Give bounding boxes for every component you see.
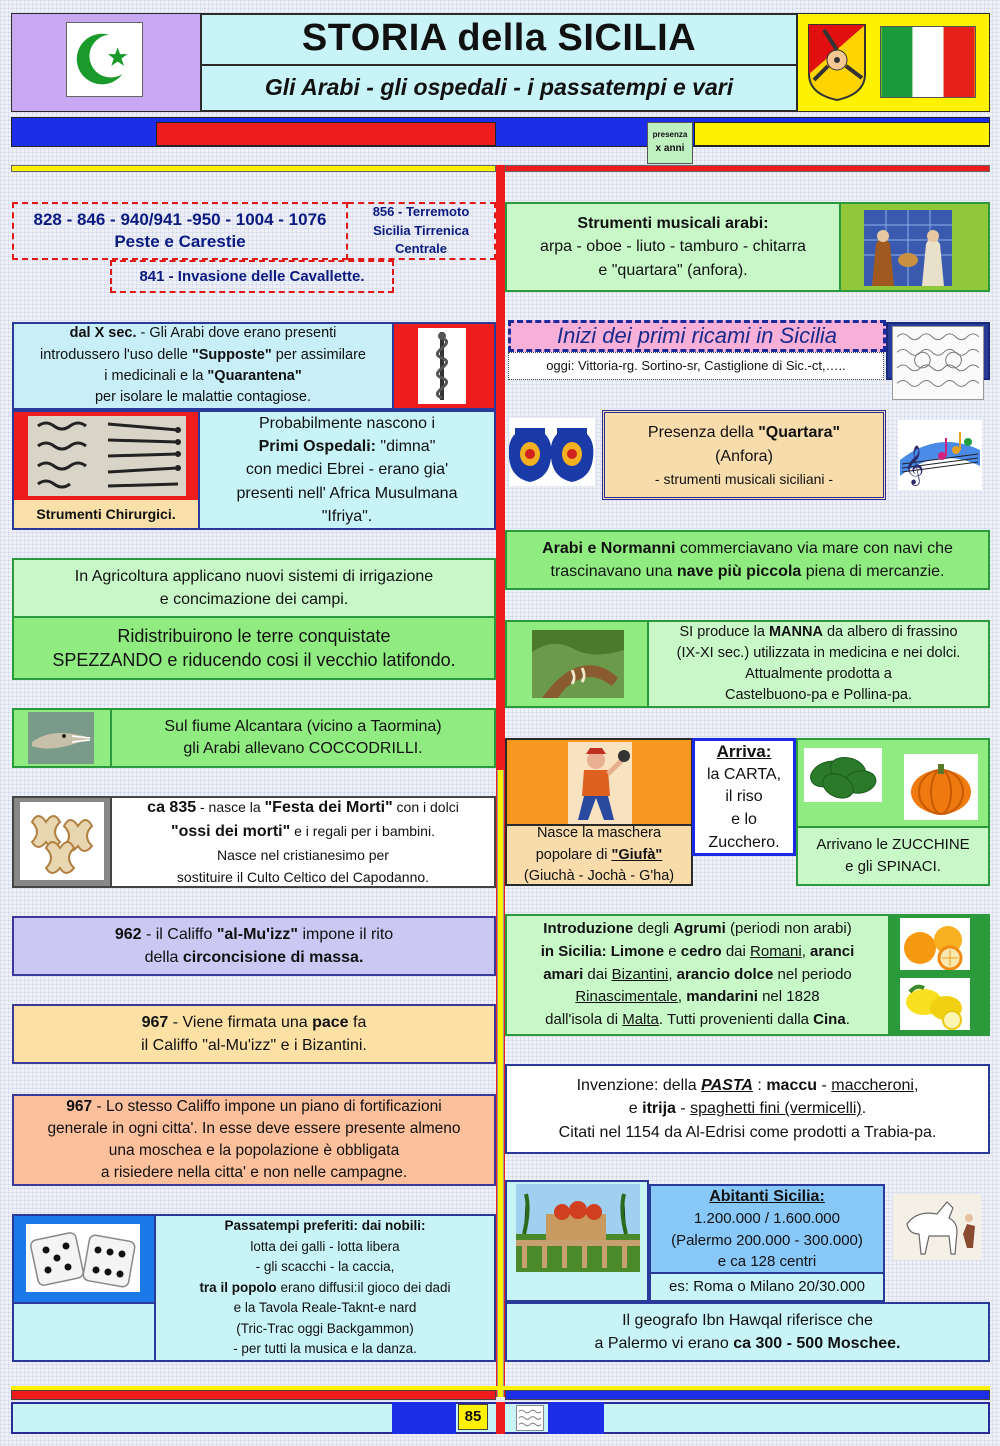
embroidery-places: oggi: Vittoria-rg. Sortino-sr, Castiglione di Sic.-ct,….. [508,352,884,380]
crocodile-icon [28,712,94,764]
footer-lace-icon [516,1405,544,1431]
footer-blue-block-right [548,1402,604,1434]
italy-flag-icon [880,26,976,98]
rome-milan-box: es: Roma o Milano 20/30.000 [649,1274,885,1302]
center-yellow-line [497,770,504,1397]
caliph-967-peace-box: 967 - Viene firmata una pace fa il Califfo "al-Mu'izz" e i Bizantini. [12,1004,496,1064]
crocodiles-box: Sul fiume Alcantara (vicino a Taormina) gli Arabi allevano COCCODRILLI. [112,708,496,768]
divider-red-top-right [505,165,990,172]
page-number: 85 [458,1404,488,1430]
surgical-tools-icon [28,416,186,496]
music-notes-icon [898,420,982,490]
pastimes-box: Passatempi preferiti: dai nobili: lotta dei galli - lotta libera - gli scacchi - la caccia, tra il popolo erano diffusi:il gioco dei dadi e la Tavola Reale-Taknt-e nard (Tric-Trac oggi Backgammon) - per tutti la musica e la danza. [156,1214,496,1362]
plague-dates-box: 828 - 846 - 940/941 -950 - 1004 - 1076 Peste e Carestie [12,202,348,260]
locusts-box: 841 - Invasione delle Cavallette. [110,260,394,293]
timeline-red-bar [156,122,496,146]
divider-yellow-top-left [11,165,496,172]
footer-red-block [496,1402,505,1434]
trade-box: Arabi e Normanni commerciavano via mare con navi che trascinavano una nave più piccola piena di mercanzie. [505,530,990,590]
pasta-box: Invenzione: della PASTA : maccu - maccheroni, e itrija - spaghetti fini (vermicelli). Citati nel 1154 da Al-Edrisi come prodotti a Trabia-pa. [505,1064,990,1154]
arrives-box: Arriva: la CARTA, il riso e lo Zucchero. [692,738,796,856]
amphora-icon [509,418,595,486]
presence-label: presenza x anni [647,122,693,164]
footer-red-left [11,1390,496,1400]
population-box: Abitanti Sicilia: 1.200.000 / 1.600.000 (Palermo 200.000 - 300.000) e ca 128 centri [649,1184,885,1274]
music-instruments-box: Strumenti musicali arabi: arpa - oboe - liuto - tamburo - chitarra e "quartara" (anfora). [505,202,841,292]
spinach-icon [804,748,882,802]
oranges-icon [900,918,970,970]
dice-panel-bottom [12,1304,156,1362]
land-box: Ridistribuirono le terre conquistate SPEZZANDO e riducendo cosi il vecchio latifondo. [12,618,496,680]
agriculture-box: In Agricoltura applicano nuovi sistemi di irrigazione e concimazione dei campi. [12,558,496,618]
giufa-box: Nasce la maschera popolare di "Giufà" (Giuchà - Jochà - G'ha) [505,826,693,886]
lace-icon [892,326,984,400]
fortification-box: 967 - Lo stesso Califfo impone un piano di fortificazioni generale in ogni citta'. In esse deve essere presente almeno una moschea e la popolazione è obbligata a risiedere nella citta' e non nelle campagne. [12,1094,496,1186]
crescent-star-icon [66,22,143,97]
caliph-962-box: 962 - il Califfo "al-Mu'izz" impone il rito della circoncisione di massa. [12,916,496,976]
timeline-yellow-bar [694,122,990,146]
lemons-icon [900,978,970,1030]
festa-morti-box: ca 835 - nasce la "Festa dei Morti" con i dolci "ossi dei morti" e i regali per i bambini. Nasce nel cristianesimo per sostituire il Culto Celtico del Capodanno. [112,796,496,888]
musicians-icon [864,210,952,286]
page-title [202,14,796,64]
giufa-icon [568,742,632,824]
surgical-label: Strumenti Chirurgici. [14,500,198,528]
subtitle-text: Gli Arabi - gli ospedali - i passatempi e vari [264,74,734,101]
quartara-box: Presenza della "Quartara" (Anfora) - strumenti musicali siciliani - [602,410,886,500]
citrus-box: Introduzione degli Agrumi (periodi non arabi) in Sicilia: Limone e cedro dai Romani, aranci amari dai Bizantini, arancio dolce nel periodo Rinascimentale, mandarini nel 1828 dall'isola di Malta. Tutti provenienti dalla Cina. [505,914,890,1036]
manna-box: SI produce la MANNA da albero di frassino (IX-XI sec.) utilizzata in medicina e nei dolci. Attualmente prodotta a Castelbuono-pa e Pollina-pa. [649,620,990,708]
hospitals-box: Probabilmente nascono i Primi Ospedali: "dimna" con medici Ebrei - erano gia' presenti nell' Africa Musulmana "Ifriya". [200,410,496,530]
zucchini-box: Arrivano le ZUCCHINE e gli SPINACI. [796,828,990,886]
asclepius-staff-icon [418,328,466,404]
pumpkin-icon [904,754,978,820]
footer-blue-right [505,1390,990,1400]
ossi-dei-morti-icon [20,802,104,880]
trinacria-icon [806,22,868,102]
suppository-box: dal X sec. - Gli Arabi dove erano presenti introdussero l'uso delle "Supposte" per assimilare i medicinali e la "Quarantena" per isolare le malattie contagiose. [12,322,394,410]
embroidery-title: Inizi dei primi ricami in Sicilia [508,320,886,352]
palermo-cloister-icon [516,1184,640,1272]
footer-blue-block-left [392,1402,456,1434]
dice-icon [26,1224,140,1292]
title-text: STORIA della SICILIA [301,17,697,60]
mosques-box: Il geografo Ibn Hawqal riferisce che a Palermo vi erano ca 300 - 500 Moschee. [505,1302,990,1362]
svg-text:𝄞: 𝄞 [904,445,925,485]
page-subtitle [202,66,796,110]
horse-icon [893,1194,981,1260]
earthquake-box: 856 - Terremoto Sicilia Tirrenica Centrale [348,202,496,260]
manna-tree-icon [532,630,624,698]
